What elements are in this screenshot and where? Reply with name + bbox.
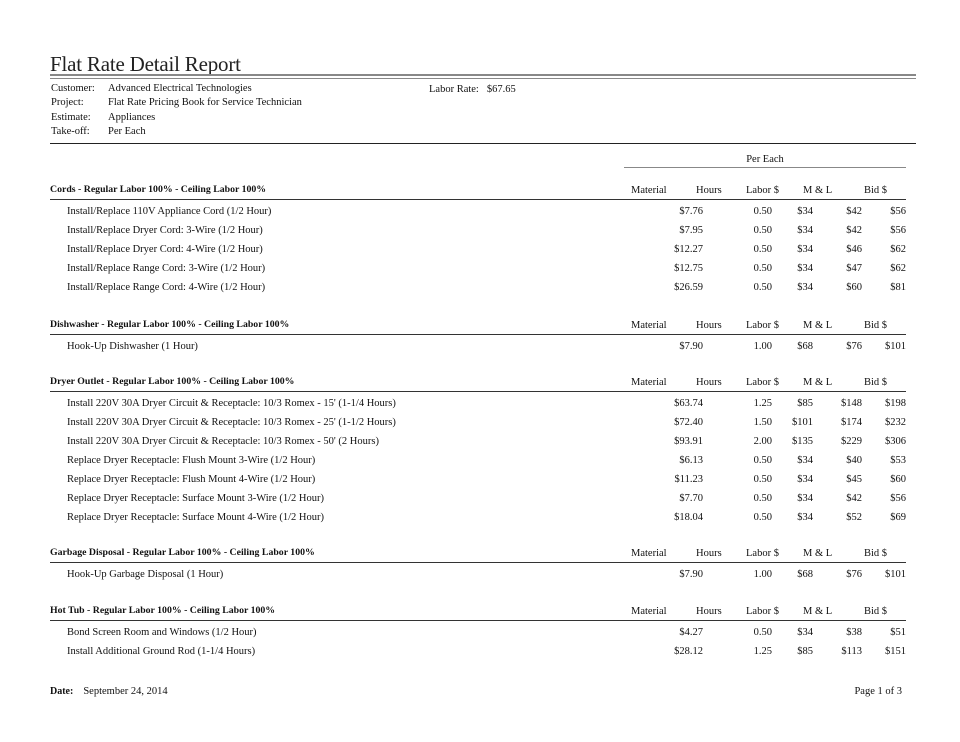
section-rows (50, 395, 906, 528)
table-row (50, 433, 906, 452)
item-description: Install 220V 30A Dryer Circuit & Receptacle: 10/3 Romex - 50' (2 Hours) (67, 436, 379, 447)
estimate-label: Estimate: (51, 111, 91, 123)
labor-value: $34 (797, 206, 813, 217)
labor-value: $135 (792, 436, 813, 447)
item-description: Install 220V 30A Dryer Circuit & Receptacle: 10/3 Romex - 25' (1-1/2 Hours) (67, 417, 396, 428)
hours-value: 0.50 (753, 244, 772, 255)
hours-value: 1.50 (753, 417, 772, 428)
column-header-material: Material (631, 320, 667, 331)
ml-value: $113 (841, 646, 862, 657)
ml-value: $38 (846, 627, 862, 638)
material-value: $18.04 (674, 512, 703, 523)
table-row (50, 338, 906, 357)
column-header-labor: Labor $ (746, 548, 779, 559)
report-title: Flat Rate Detail Report (50, 52, 241, 76)
labor-value: $34 (797, 627, 813, 638)
bid-value: $101 (885, 341, 906, 352)
column-header-ml: M & L (803, 606, 833, 617)
item-description: Install/Replace Dryer Cord: 3-Wire (1/2 Hour) (67, 225, 263, 236)
section-title: Hot Tub - Regular Labor 100% - Ceiling Labor 100% (50, 605, 276, 616)
column-header-bid: Bid $ (864, 185, 888, 196)
item-description: Install 220V 30A Dryer Circuit & Receptacle: 10/3 Romex - 15' (1-1/4 Hours) (67, 398, 396, 409)
table-row (50, 395, 906, 414)
table-row (50, 643, 906, 662)
hours-value: 0.50 (753, 263, 772, 274)
table-row (50, 566, 906, 585)
item-description: Hook-Up Dishwasher (1 Hour) (67, 341, 198, 352)
bid-value: $53 (890, 455, 906, 466)
section (50, 317, 906, 352)
hours-value: 1.00 (753, 341, 772, 352)
date-value: September 24, 2014 (83, 686, 168, 697)
labor-value: $34 (797, 493, 813, 504)
column-header-ml: M & L (803, 185, 833, 196)
section-header (50, 603, 906, 619)
labor-rate-label: Labor Rate: (429, 84, 479, 95)
bid-value: $81 (890, 282, 906, 293)
labor-value: $34 (797, 474, 813, 485)
section-rows (50, 338, 906, 357)
labor-value: $34 (797, 512, 813, 523)
labor-rate (429, 84, 516, 95)
project-row (51, 96, 302, 110)
customer-value: Advanced Electrical Technologies (108, 83, 252, 94)
ml-value: $52 (846, 512, 862, 523)
ml-value: $46 (846, 244, 862, 255)
material-value: $7.90 (679, 341, 703, 352)
section-rows (50, 624, 906, 662)
column-header-material: Material (631, 548, 667, 559)
hours-value: 0.50 (753, 627, 772, 638)
page-number: Page 1 of 3 (854, 686, 902, 697)
section-title: Cords - Regular Labor 100% - Ceiling Labor 100% (50, 184, 267, 195)
item-description: Hook-Up Garbage Disposal (1 Hour) (67, 569, 224, 580)
section-rule (50, 391, 906, 392)
column-header-hours: Hours (696, 377, 722, 388)
section-title: Garbage Disposal - Regular Labor 100% - Ceiling Labor 100% (50, 547, 315, 558)
material-value: $7.76 (679, 206, 703, 217)
ml-value: $174 (841, 417, 862, 428)
item-description: Install/Replace Dryer Cord: 4-Wire (1/2 Hour) (67, 244, 263, 255)
labor-value: $68 (797, 569, 813, 580)
item-description: Install/Replace 110V Appliance Cord (1/2 Hour) (67, 206, 272, 217)
item-description: Install/Replace Range Cord: 3-Wire (1/2 Hour) (67, 263, 266, 274)
labor-value: $101 (792, 417, 813, 428)
item-description: Bond Screen Room and Windows (1/2 Hour) (67, 627, 257, 638)
item-description: Install Additional Ground Rod (1-1/4 Hours) (67, 646, 256, 657)
hours-value: 2.00 (753, 436, 772, 447)
bid-value: $101 (885, 569, 906, 580)
labor-value: $68 (797, 341, 813, 352)
ml-value: $42 (846, 493, 862, 504)
table-row (50, 452, 906, 471)
bid-value: $69 (890, 512, 906, 523)
table-row (50, 241, 906, 260)
bid-value: $232 (885, 417, 906, 428)
footer-date (50, 686, 168, 697)
customer-label: Customer: (51, 83, 95, 94)
bid-value: $151 (885, 646, 906, 657)
item-description: Install/Replace Range Cord: 4-Wire (1/2 Hour) (67, 282, 266, 293)
section-header (50, 182, 906, 198)
ml-value: $40 (846, 455, 862, 466)
per-each-heading: Per Each (746, 154, 784, 165)
material-value: $12.27 (674, 244, 703, 255)
takeoff-value: Per Each (108, 125, 146, 137)
column-header-ml: M & L (803, 320, 833, 331)
material-value: $7.70 (679, 493, 703, 504)
section (50, 603, 906, 657)
ml-value: $45 (846, 474, 862, 485)
per-each-rule (624, 167, 906, 168)
column-header-bid: Bid $ (864, 548, 888, 559)
section-rule (50, 620, 906, 621)
hours-value: 0.50 (753, 225, 772, 236)
hours-value: 0.50 (753, 512, 772, 523)
project-label: Project: (51, 97, 84, 109)
section-header (50, 374, 906, 390)
section-title: Dryer Outlet - Regular Labor 100% - Ceiling Labor 100% (50, 376, 295, 387)
column-header-hours: Hours (696, 185, 722, 196)
column-header-material: Material (631, 377, 667, 388)
column-header-labor: Labor $ (746, 606, 779, 617)
section-header (50, 545, 906, 561)
table-row (50, 509, 906, 528)
material-value: $93.91 (674, 436, 703, 447)
hours-value: 1.25 (753, 398, 772, 409)
section-rule (50, 199, 906, 200)
column-header-hours: Hours (696, 320, 722, 331)
material-value: $11.23 (674, 474, 703, 485)
bid-value: $60 (890, 474, 906, 485)
bid-value: $51 (890, 627, 906, 638)
item-description: Replace Dryer Receptacle: Flush Mount 3-Wire (1/2 Hour) (67, 455, 316, 466)
column-header-bid: Bid $ (864, 606, 888, 617)
section (50, 374, 906, 523)
item-description: Replace Dryer Receptacle: Surface Mount 3-Wire (1/2 Hour) (67, 493, 325, 504)
table-row (50, 624, 906, 643)
ml-value: $76 (846, 569, 862, 580)
labor-rate-value: $67.65 (486, 84, 516, 95)
bid-value: $56 (890, 225, 906, 236)
item-description: Replace Dryer Receptacle: Surface Mount 4-Wire (1/2 Hour) (67, 512, 325, 523)
column-header-material: Material (631, 185, 667, 196)
column-header-labor: Labor $ (746, 320, 779, 331)
ml-value: $148 (841, 398, 862, 409)
labor-value: $34 (797, 263, 813, 274)
bid-value: $56 (890, 493, 906, 504)
bid-value: $62 (890, 244, 906, 255)
section-header (50, 317, 906, 333)
table-row (50, 471, 906, 490)
material-value: $7.90 (679, 569, 703, 580)
column-header-material: Material (631, 606, 667, 617)
labor-value: $34 (797, 282, 813, 293)
section-rule (50, 562, 906, 563)
takeoff-row (51, 125, 302, 139)
column-header-labor: Labor $ (746, 377, 779, 388)
column-header-hours: Hours (696, 548, 722, 559)
table-row (50, 279, 906, 298)
estimate-value: Appliances (108, 111, 156, 123)
labor-value: $85 (797, 646, 813, 657)
bid-value: $198 (885, 398, 906, 409)
report-meta (51, 82, 302, 139)
hours-value: 0.50 (753, 493, 772, 504)
material-value: $26.59 (674, 282, 703, 293)
ml-value: $47 (846, 263, 862, 274)
ml-value: $60 (846, 282, 862, 293)
material-value: $63.74 (674, 398, 703, 409)
ml-value: $76 (846, 341, 862, 352)
ml-value: $42 (846, 225, 862, 236)
bid-value: $62 (890, 263, 906, 274)
table-row (50, 222, 906, 241)
hours-value: 0.50 (753, 282, 772, 293)
material-value: $6.13 (679, 455, 703, 466)
bid-value: $56 (890, 206, 906, 217)
material-value: $7.95 (679, 225, 703, 236)
material-value: $72.40 (674, 417, 703, 428)
hours-value: 0.50 (753, 455, 772, 466)
hours-value: 0.50 (753, 206, 772, 217)
item-description: Replace Dryer Receptacle: Flush Mount 4-Wire (1/2 Hour) (67, 474, 316, 485)
column-header-labor: Labor $ (746, 185, 779, 196)
hours-value: 1.00 (753, 569, 772, 580)
title-rule (50, 74, 916, 76)
section (50, 545, 906, 580)
table-row (50, 490, 906, 509)
customer-row (51, 82, 302, 96)
column-header-bid: Bid $ (864, 377, 888, 388)
material-value: $28.12 (674, 646, 703, 657)
date-label: Date: (50, 686, 74, 697)
column-header-ml: M & L (803, 548, 833, 559)
table-row (50, 414, 906, 433)
ml-value: $42 (846, 206, 862, 217)
material-value: $12.75 (674, 263, 703, 274)
column-header-bid: Bid $ (864, 320, 888, 331)
labor-value: $34 (797, 244, 813, 255)
material-value: $4.27 (679, 627, 703, 638)
column-header-hours: Hours (696, 606, 722, 617)
hours-value: 0.50 (753, 474, 772, 485)
header-rule (50, 143, 916, 144)
table-row (50, 260, 906, 279)
section-rule (50, 334, 906, 335)
table-row (50, 203, 906, 222)
project-value: Flat Rate Pricing Book for Service Technician (108, 97, 302, 109)
ml-value: $229 (841, 436, 862, 447)
estimate-row (51, 111, 302, 125)
title-rule-thin (50, 78, 916, 79)
section-rows (50, 203, 906, 298)
hours-value: 1.25 (753, 646, 772, 657)
section (50, 182, 906, 293)
takeoff-label: Take-off: (51, 125, 90, 137)
section-title: Dishwasher - Regular Labor 100% - Ceiling Labor 100% (50, 319, 290, 330)
labor-value: $34 (797, 455, 813, 466)
section-rows (50, 566, 906, 585)
column-header-ml: M & L (803, 377, 833, 388)
labor-value: $85 (797, 398, 813, 409)
bid-value: $306 (885, 436, 906, 447)
labor-value: $34 (797, 225, 813, 236)
